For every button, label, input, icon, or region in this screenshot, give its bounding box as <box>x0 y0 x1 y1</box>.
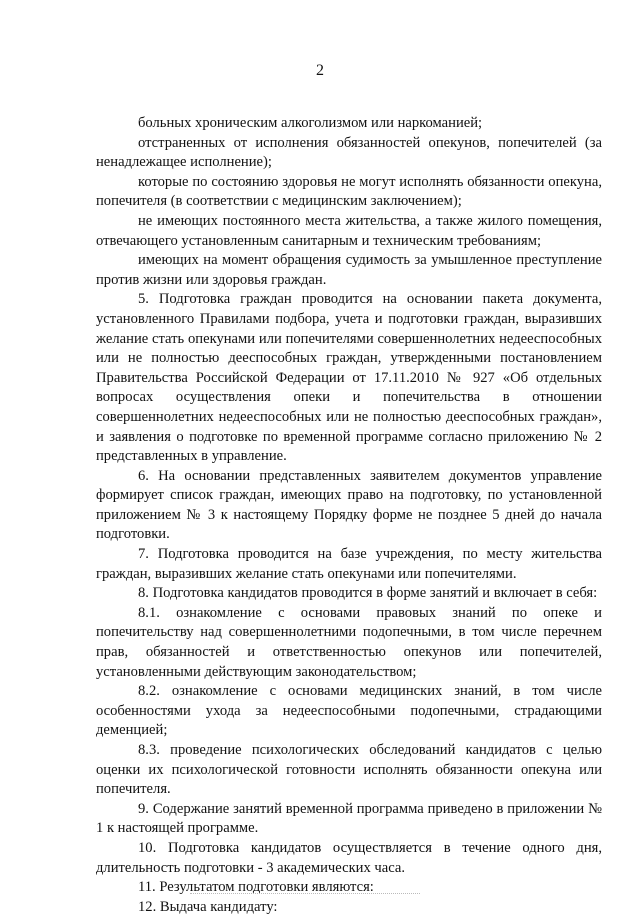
paragraph-10: 8.1. ознакомление с основами правовых знаний по опеке и попечительству над совершеннолетними подопечными, в том числе перечнем прав, обязанностей и ответственностью опекунов или попечителей, установленными действующим законодательством; <box>96 604 602 680</box>
paragraph-11: 8.2. ознакомление с основами медицинских знаний, в том числе особенностями ухода за недееспособными подопечными, страдающими деменцией; <box>96 683 602 739</box>
paragraph-2: отстраненных от исполнения обязанностей опекунов, попечителей (за ненадлежащее исполнение); <box>96 134 602 171</box>
scan-bottom-edge <box>190 893 420 894</box>
page-number: 2 <box>316 62 324 79</box>
paragraph-12: 8.3. проведение психологических обследований кандидатов с целью оценки их психологической готовности исполнять обязанности опекуна или попечителя. <box>96 742 602 798</box>
paragraph-1: больных хроническим алкоголизмом или наркоманией; <box>138 115 483 131</box>
paragraph-14: 10. Подготовка кандидатов осуществляется в течение одного дня, длительность подготовки - 3 академических часа. <box>96 839 602 876</box>
paragraph-8: 7. Подготовка проводится на базе учреждения, по месту жительства граждан, выразивших желание стать опекунами или попечителями. <box>96 546 602 582</box>
paragraph-3: которые по состоянию здоровья не могут исполнять обязанности опекуна, попечителя (в соответствии с медицинским заключением); <box>96 173 602 210</box>
document-body <box>96 114 602 917</box>
paragraph-15: 11. Результатом подготовки являются: <box>138 879 374 896</box>
paragraph-7: 6. На основании представленных заявителем документов управление формирует список граждан, имеющих право на подготовку, по установленной приложением № 3 к настоящему Порядку форме не позднее 5 дней до начала подготовки. <box>96 467 602 543</box>
paragraph-4: не имеющих постоянного места жительства, а также жилого помещения, отвечающего установленным санитарным и техническим требованиям; <box>96 212 602 249</box>
paragraph-16: 12. Выдача кандидату: <box>138 898 278 915</box>
paragraph-6: 5. Подготовка граждан проводится на основании пакета документа, установленного Правилами подбора, учета и подготовки граждан, выразивших желание стать опекунами или попечителями совершеннолетних недееспособных или не полностью дееспособных граждан, утвержденными постановлением Правительства Российской Федерации от 17.11.2010 № 927 «Об отдельных вопросах осуществления опеки и попечительства в отношении совершеннолетних недееспособных или не полностью дееспособных граждан», и заявления о подготовке по временной программе согласно приложению № 2 представленных в управление. <box>96 291 602 465</box>
paragraph-9: 8. Подготовка кандидатов проводится в форме занятий и включает в себя: <box>138 585 598 602</box>
paragraph-13: 9. Содержание занятий временной программа приведено в приложении № 1 к настоящей программе. <box>96 800 602 837</box>
paragraph-5: имеющих на момент обращения судимость за умышленное преступление против жизни или здоровья граждан. <box>96 252 602 288</box>
